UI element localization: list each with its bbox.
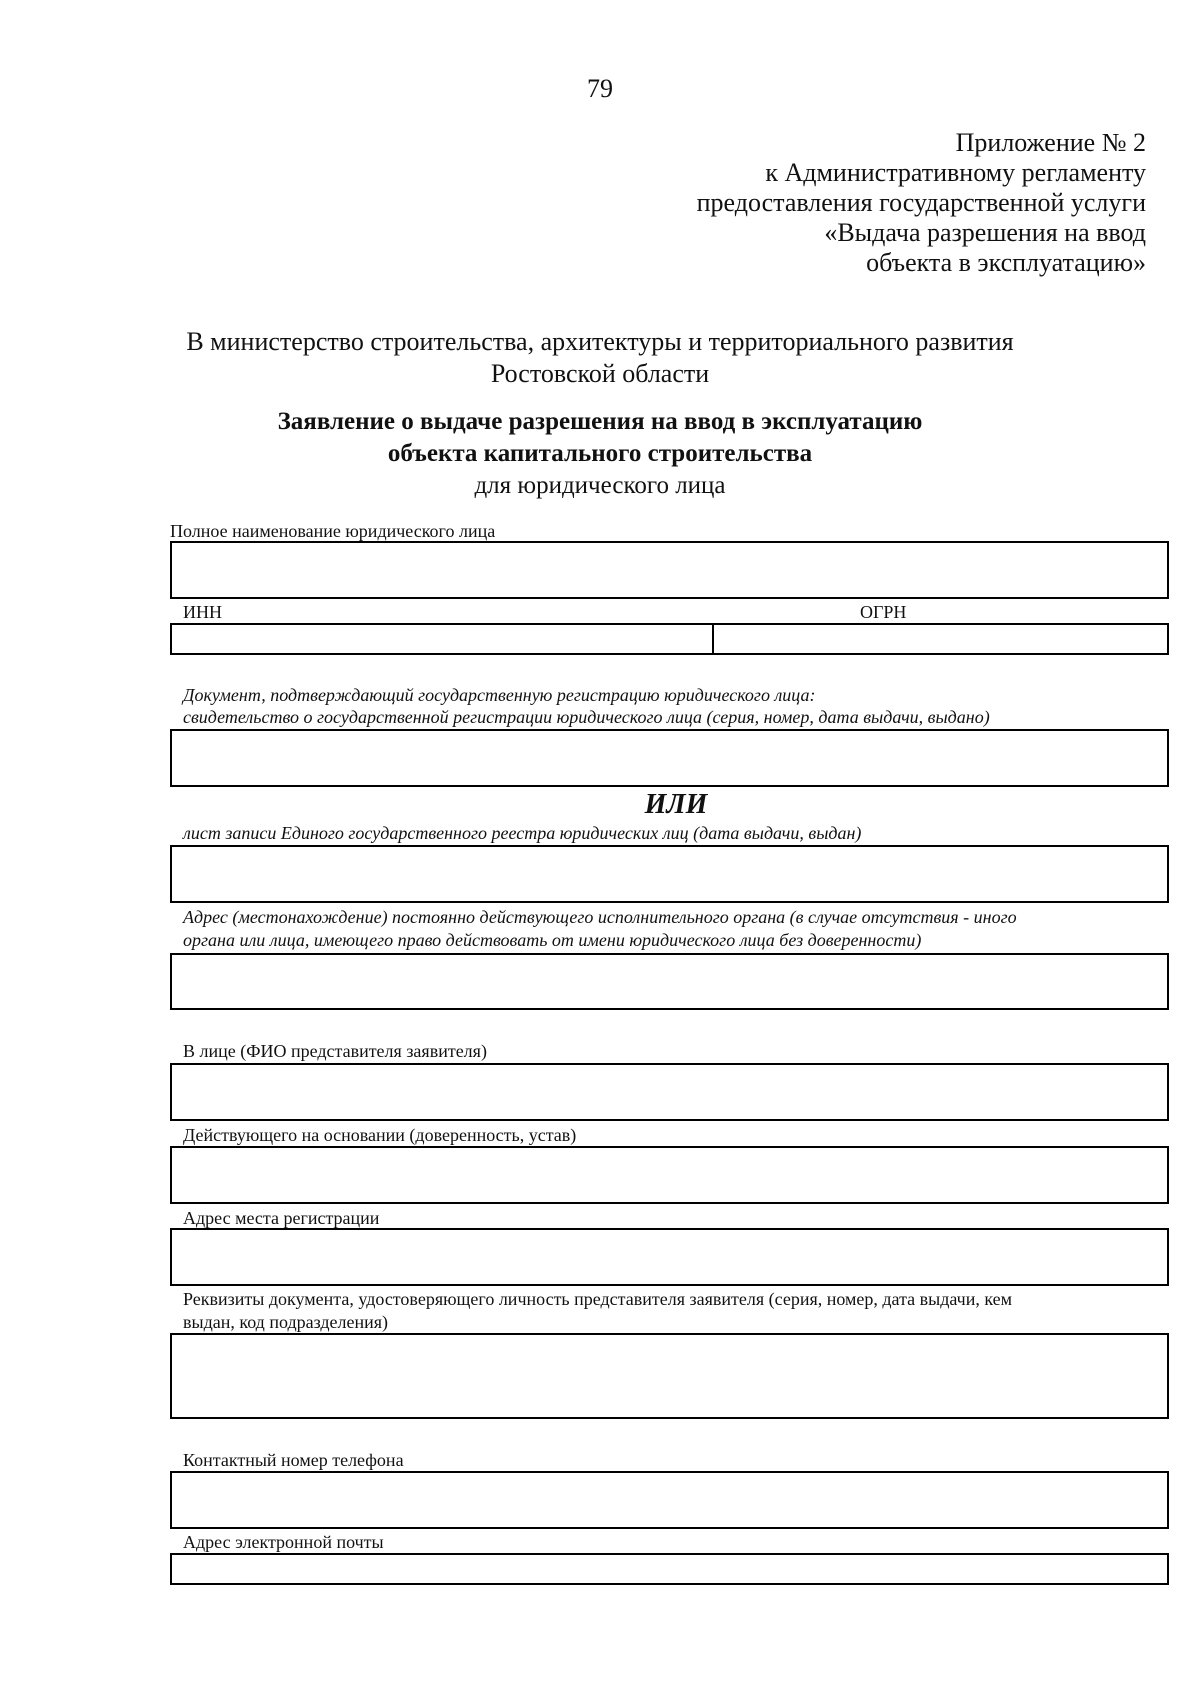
appendix-line: к Административному регламенту [765,158,1146,187]
form-title [0,406,1200,502]
full-name-field[interactable] [170,541,1169,599]
registration-address-label: Адрес места регистрации [183,1208,380,1228]
executive-address-label: Адрес (местонахождение) постоянно действующего исполнительного органа (в случае отсутствия - иного [183,907,1017,927]
appendix-line: Приложение № 2 [955,128,1146,157]
registration-address-field[interactable] [170,1228,1169,1286]
inn-field[interactable] [170,623,714,655]
egrul-field[interactable] [170,845,1169,903]
reg-doc-label: свидетельство о государственной регистрации юридического лица (серия, номер, дата выдачи, выдано) [183,707,990,727]
reg-certificate-field[interactable] [170,729,1169,787]
addressee-line: В министерство строительства, архитектуры и территориального развития [186,327,1014,356]
full-name-label: Полное наименование юридического лица [170,521,496,541]
appendix-line: «Выдача разрешения на ввод [824,218,1146,247]
basis-field[interactable] [170,1146,1169,1204]
page-number: 79 [587,74,613,103]
ogrn-field[interactable] [712,623,1169,655]
form-subtitle: для юридического лица [474,472,726,499]
addressee-line: Ростовской области [490,359,710,388]
phone-field[interactable] [170,1471,1169,1529]
appendix-line: объекта в эксплуатацию» [866,248,1146,277]
or-separator: ИЛИ [644,789,708,820]
phone-label: Контактный номер телефона [183,1450,404,1470]
inn-label: ИНН [183,602,222,622]
basis-label: Действующего на основании (доверенность, устав) [183,1125,577,1145]
form-title-line: Заявление о выдаче разрешения на ввод в эксплуатацию [277,408,923,435]
representative-label: В лице (ФИО представителя заявителя) [183,1041,487,1061]
executive-address-field[interactable] [170,953,1169,1010]
executive-address-label: органа или лица, имеющего право действовать от имени юридического лица без доверенности) [183,930,922,950]
email-field[interactable] [170,1553,1169,1585]
email-label: Адрес электронной почты [183,1532,384,1552]
ogrn-label: ОГРН [860,602,907,622]
id-document-label: Реквизиты документа, удостоверяющего личность представителя заявителя (серия, номер, дата выдачи, кем [183,1289,1013,1309]
appendix-block [697,128,1146,278]
form-title-line: объекта капитального строительства [387,440,813,467]
id-document-field[interactable] [170,1333,1169,1419]
addressee [0,326,1200,390]
id-document-label: выдан, код подразделения) [183,1312,389,1332]
egrul-label: лист записи Единого государственного реестра юридических лиц (дата выдачи, выдан) [183,823,862,843]
reg-doc-label: Документ, подтверждающий государственную регистрацию юридического лица: [183,685,816,705]
representative-field[interactable] [170,1063,1169,1121]
appendix-line: предоставления государственной услуги [696,188,1146,217]
